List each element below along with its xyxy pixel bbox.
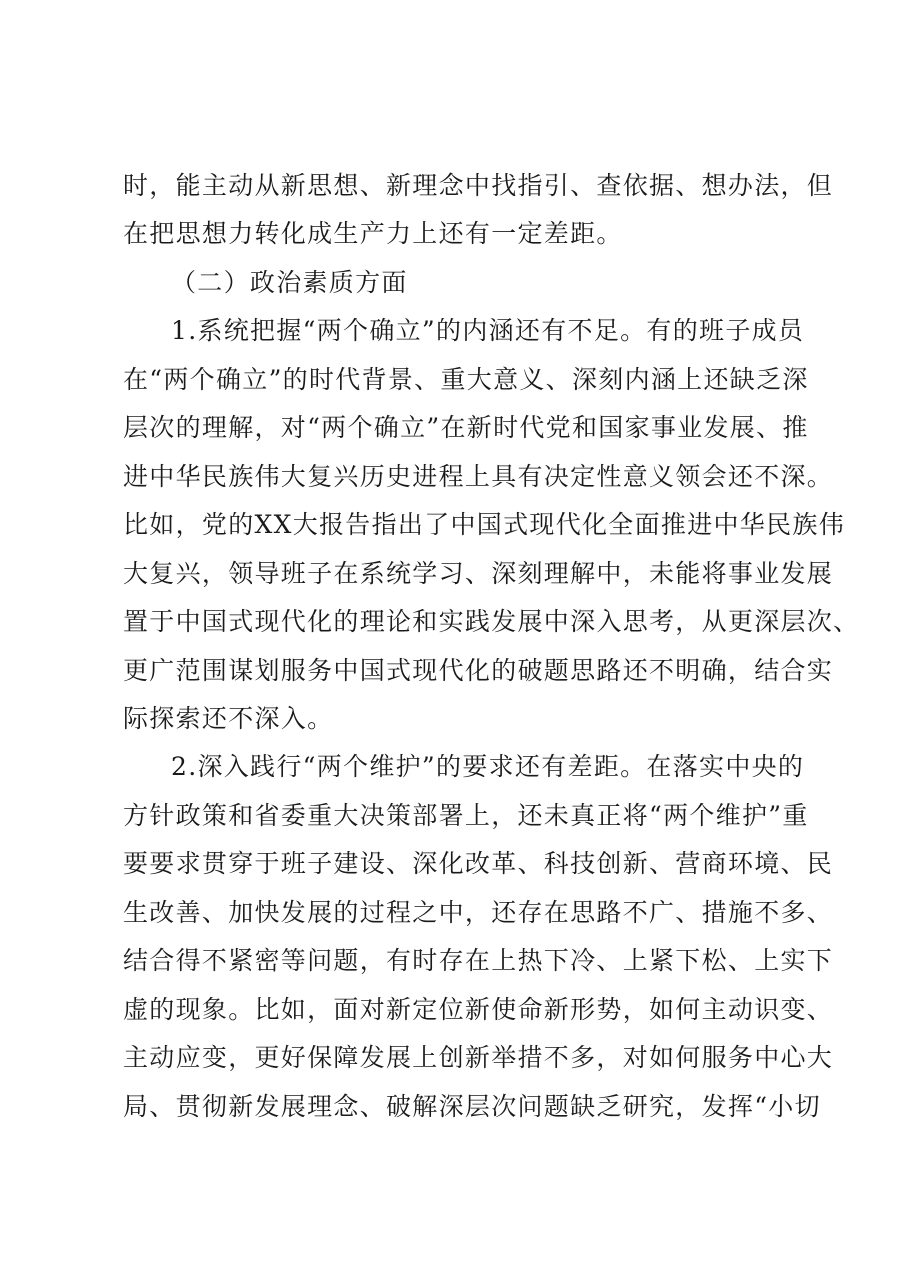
paragraph-line: 时，能主动从新思想、新理念中找指引、查依据、想办法，但 xyxy=(123,171,834,200)
paragraph-line: 在“两个确立”的时代背景、重大意义、深刻内涵上还缺乏深 xyxy=(123,365,809,394)
paragraph-line: 要要求贯穿于班子建设、深化改革、科技创新、营商环境、民 xyxy=(123,849,834,878)
paragraph-line: 大复兴，领导班子在系统学习、深刻理解中，未能将事业发展 xyxy=(123,559,834,588)
paragraph-line: 层次的理解，对“两个确立”在新时代党和国家事业发展、推 xyxy=(123,413,809,442)
section-heading: （二）政治素质方面 xyxy=(171,268,408,297)
paragraph-line: 结合得不紧密等问题，有时存在上热下冷、上紧下松、上实下 xyxy=(123,946,834,975)
paragraph-line: 1.系统把握“两个确立”的内涵还有不足。有的班子成员 xyxy=(171,316,805,345)
paragraph-line: 际探索还不深入。 xyxy=(123,704,334,733)
paragraph-line: 在把思想力转化成生产力上还有一定差距。 xyxy=(123,219,623,248)
paragraph-line: 局、贯彻新发展理念、破解深层次问题缺乏研究，发挥“小切 xyxy=(123,1092,821,1121)
paragraph-line: 2.深入践行“两个维护”的要求还有差距。在落实中央的 xyxy=(171,752,805,781)
paragraph-line: 生改善、加快发展的过程之中，还存在思路不广、措施不多、 xyxy=(123,898,834,927)
paragraph-line: 置于中国式现代化的理论和实践发展中深入思考，从更深层次、 xyxy=(123,607,860,636)
paragraph-line: 比如，党的XX大报告指出了中国式现代化全面推进中华民族伟 xyxy=(123,510,845,539)
paragraph-line: 进中华民族伟大复兴历史进程上具有决定性意义领会还不深。 xyxy=(123,462,834,491)
paragraph-line: 主动应变，更好保障发展上创新举措不多，对如何服务中心大 xyxy=(123,1043,834,1072)
paragraph-line: 方针政策和省委重大决策部署上，还未真正将“两个维护”重 xyxy=(123,801,809,830)
paragraph-line: 虚的现象。比如，面对新定位新使命新形势，如何主动识变、 xyxy=(123,995,834,1024)
paragraph-line: 更广范围谋划服务中国式现代化的破题思路还不明确，结合实 xyxy=(123,656,834,685)
